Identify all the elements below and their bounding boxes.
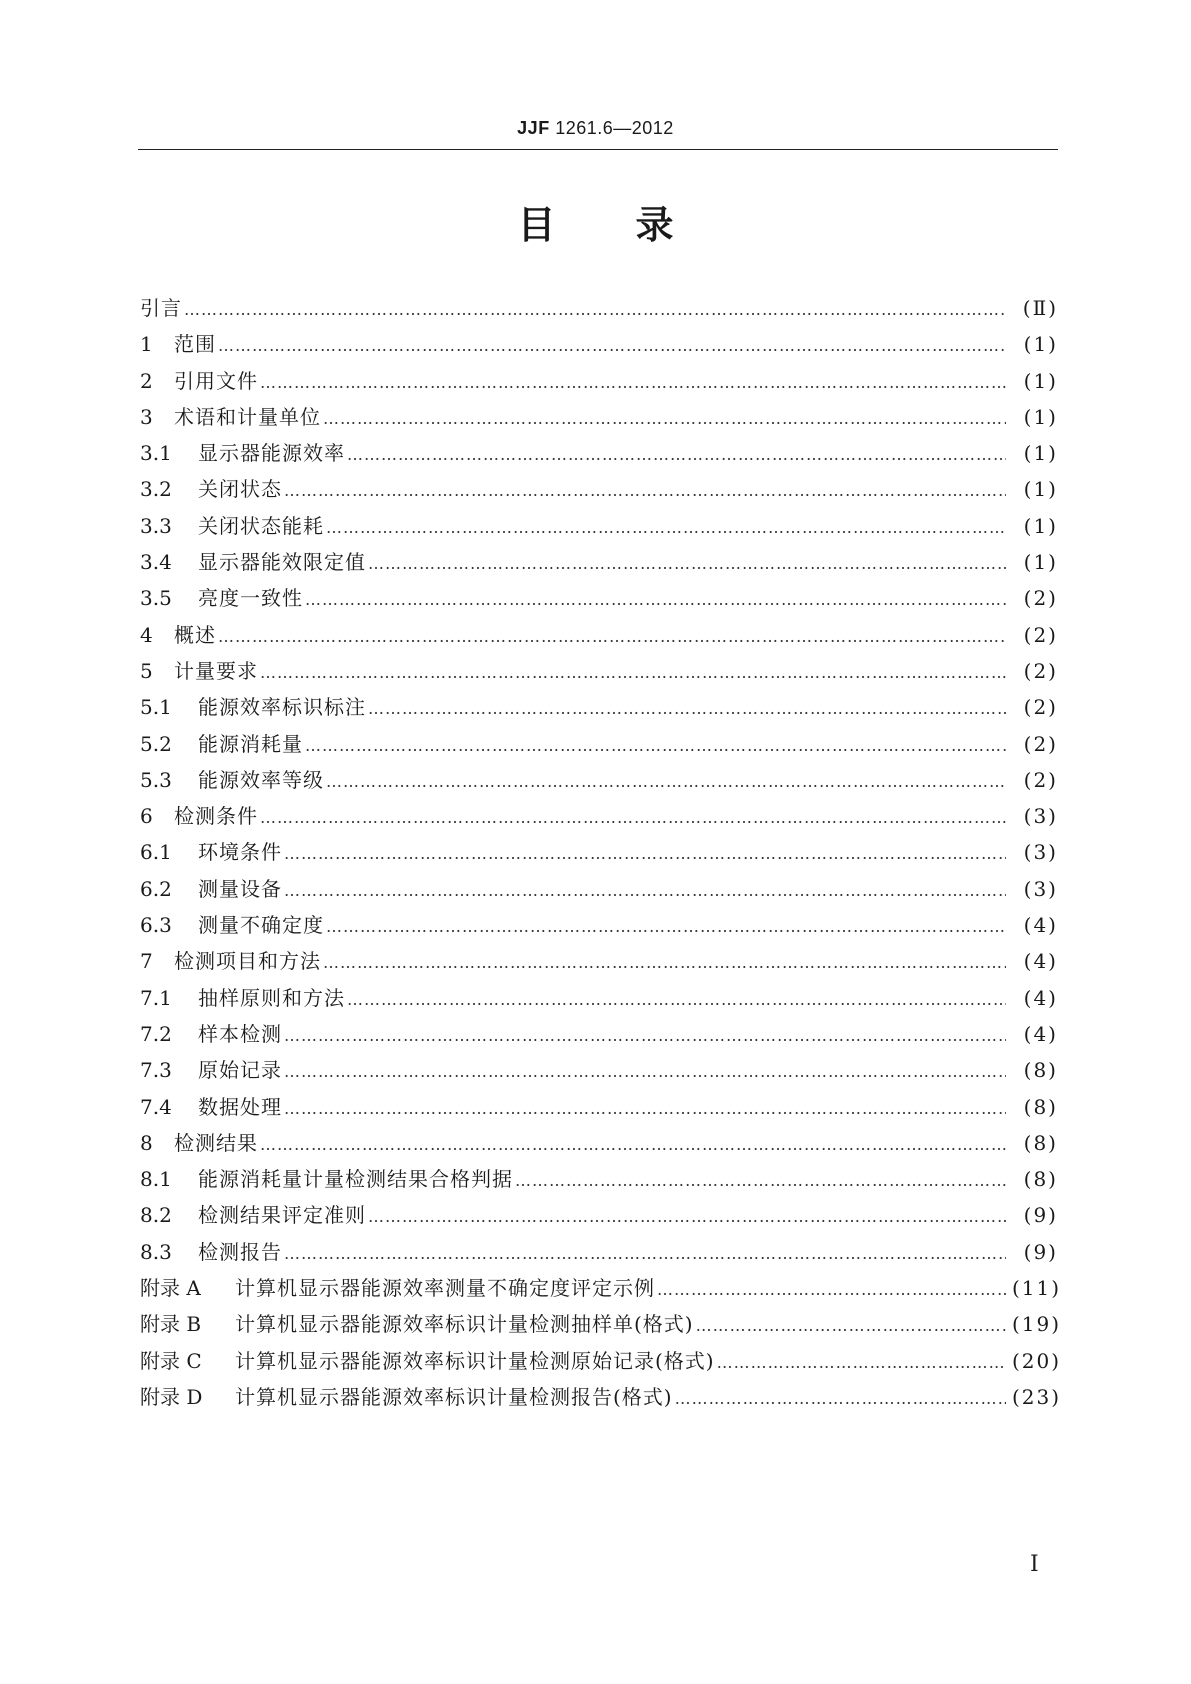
page-number: Ⅰ: [1030, 1552, 1039, 1577]
toc-entry-label: 检测报告: [198, 1239, 282, 1264]
toc-entry-page: (3): [1023, 804, 1058, 829]
toc-dot-leader: [284, 1236, 1006, 1272]
toc-entry-label: 显示器能效限定值: [198, 550, 366, 575]
toc-dot-leader: [675, 1381, 1006, 1417]
toc-dot-leader: [260, 1127, 1006, 1163]
toc-entry-label: 概述: [174, 622, 216, 647]
toc-entry-number: 6.3: [140, 913, 172, 938]
toc-entry-page: (23): [1012, 1384, 1062, 1409]
toc-entry-label: 检测结果评定准则: [198, 1203, 366, 1228]
toc-entry-page: (1): [1023, 441, 1058, 466]
toc-entry-label: 能源消耗量: [198, 731, 303, 756]
toc-entry-page: (2): [1023, 731, 1058, 756]
toc-entry-page: (2): [1023, 658, 1058, 683]
toc-entry-number: 附录 D: [140, 1384, 203, 1409]
toc-entry-number: 附录 C: [140, 1348, 202, 1373]
toc-entry-label: 范围: [174, 332, 216, 357]
toc-dot-leader: [284, 836, 1006, 872]
toc-entry-number: 3.4: [140, 550, 172, 575]
toc-dot-leader: [347, 437, 1006, 473]
toc-entry-label: 能源效率等级: [198, 767, 324, 792]
toc-entry-number: 7.1: [140, 985, 172, 1010]
toc-entry-number: 4: [140, 622, 153, 647]
toc-entry-page: (1): [1023, 550, 1058, 575]
toc-entry-number: 3.2: [140, 477, 172, 502]
toc-entry-page: (9): [1023, 1239, 1058, 1264]
toc-title: 目录: [517, 203, 754, 247]
toc-entry-number: 3.1: [140, 441, 172, 466]
toc-entry-number: 7.3: [140, 1058, 172, 1083]
toc-entry-label: 计量要求: [174, 658, 258, 683]
standard-prefix: JJF: [517, 118, 550, 138]
toc-entry-number: 3.5: [140, 586, 172, 611]
toc-entry[interactable]: [140, 1125, 1058, 1161]
toc-dot-leader: [657, 1272, 1006, 1308]
toc-entry[interactable]: [140, 1161, 1058, 1197]
toc-entry-label: 计算机显示器能源效率标识计量检测抽样单(格式): [235, 1312, 694, 1337]
toc-dot-leader: [326, 764, 1006, 800]
toc-entry[interactable]: [140, 508, 1058, 544]
toc-entry-label: 数据处理: [198, 1094, 282, 1119]
toc-entry[interactable]: [140, 326, 1058, 362]
toc-entry-number: 2: [140, 368, 153, 393]
toc-entry[interactable]: [140, 471, 1058, 507]
toc-entry-page: (2): [1023, 767, 1058, 792]
toc-entry-label: 抽样原则和方法: [198, 985, 345, 1010]
toc-entry-page: (20): [1012, 1348, 1062, 1373]
toc-entry-page: (1): [1023, 513, 1058, 538]
toc-entry-label: 计算机显示器能源效率标识计量检测报告(格式): [235, 1384, 673, 1409]
toc-entry-label: 检测结果: [174, 1130, 258, 1155]
toc-entry-label: 检测项目和方法: [174, 949, 321, 974]
toc-entry[interactable]: [140, 544, 1058, 580]
toc-entry[interactable]: [140, 1089, 1058, 1125]
toc-entry[interactable]: [140, 762, 1058, 798]
toc-dot-leader: [284, 873, 1006, 909]
toc-dot-leader: [696, 1308, 1006, 1344]
toc-dot-leader: [260, 655, 1006, 691]
toc-dot-leader: [347, 982, 1006, 1018]
toc-entry-page: (11): [1012, 1276, 1062, 1301]
toc-dot-leader: [323, 945, 1006, 981]
toc-entry[interactable]: [140, 689, 1058, 725]
toc-entry-label: 亮度一致性: [198, 586, 303, 611]
toc-entry-page: (1): [1023, 332, 1058, 357]
toc-entry-label: 样本检测: [198, 1021, 282, 1046]
toc-entry-page: (1): [1023, 477, 1058, 502]
toc-entry[interactable]: [140, 980, 1058, 1016]
toc-entry-number: 5.1: [140, 695, 172, 720]
toc-dot-leader: [218, 328, 1006, 364]
header-divider: [138, 149, 1058, 150]
toc-entry[interactable]: [140, 363, 1058, 399]
toc-entry-number: 5.3: [140, 767, 172, 792]
toc-entry-label: 引用文件: [174, 368, 258, 393]
toc-dot-leader: [368, 691, 1006, 727]
toc-entry-page: (2): [1023, 622, 1058, 647]
toc-dot-leader: [323, 401, 1006, 437]
toc-entry-page: (8): [1023, 1130, 1058, 1155]
toc-entry-label: 计算机显示器能源效率测量不确定度评定示例: [235, 1276, 655, 1301]
toc-entry-page: (4): [1023, 949, 1058, 974]
toc-entry[interactable]: [140, 1197, 1058, 1233]
toc-entry-label: 测量不确定度: [198, 913, 324, 938]
toc-entry[interactable]: [140, 435, 1058, 471]
toc-dot-leader: [284, 473, 1006, 509]
toc-entry-label: 原始记录: [198, 1058, 282, 1083]
toc-dot-leader: [515, 1163, 1006, 1199]
toc-entry[interactable]: [140, 1306, 1062, 1342]
toc-entry-label: 能源消耗量计量检测结果合格判据: [198, 1167, 513, 1192]
toc-entry-number: 8.1: [140, 1167, 172, 1192]
toc-entry-label: 环境条件: [198, 840, 282, 865]
toc-entry[interactable]: [140, 1343, 1062, 1379]
toc-entry-number: 8.3: [140, 1239, 172, 1264]
toc-entry-number: 1: [140, 332, 153, 357]
standard-code-header: [0, 118, 1191, 139]
toc-entry[interactable]: [140, 798, 1058, 834]
toc-entry-page: (4): [1023, 985, 1058, 1010]
toc-entry-number: 7: [140, 949, 153, 974]
toc-entry[interactable]: [140, 653, 1058, 689]
toc-entry-label: 关闭状态能耗: [198, 513, 324, 538]
toc-dot-leader: [368, 1199, 1006, 1235]
toc-entry[interactable]: [140, 290, 1058, 326]
toc-entry[interactable]: [140, 1270, 1062, 1306]
toc-entry-label: 引言: [140, 296, 182, 320]
toc-dot-leader: [326, 909, 1006, 945]
toc-entry-number: 5: [140, 658, 153, 683]
toc-entry-label: 关闭状态: [198, 477, 282, 502]
toc-entry-number: 3.3: [140, 513, 172, 538]
toc-dot-leader: [326, 510, 1006, 546]
toc-entry-number: 8.2: [140, 1203, 172, 1228]
toc-entry-number: 附录 A: [140, 1276, 201, 1301]
toc-dot-leader: [284, 1091, 1006, 1127]
table-of-contents: [140, 290, 1062, 1415]
toc-entry[interactable]: [140, 943, 1058, 979]
toc-dot-leader: [305, 728, 1006, 764]
toc-dot-leader: [260, 800, 1006, 836]
toc-entry-number: 6.1: [140, 840, 172, 865]
toc-entry-page: (8): [1023, 1058, 1058, 1083]
toc-entry-label: 显示器能源效率: [198, 441, 345, 466]
toc-entry-page: (3): [1023, 840, 1058, 865]
toc-entry-number: 5.2: [140, 731, 172, 756]
toc-entry-number: 3: [140, 404, 153, 429]
toc-entry-label: 检测条件: [174, 804, 258, 829]
toc-entry-number: 6: [140, 804, 153, 829]
toc-dot-leader: [284, 1018, 1006, 1054]
toc-entry[interactable]: [140, 1052, 1058, 1088]
toc-entry-page: (Ⅱ): [1022, 296, 1058, 320]
toc-dot-leader: [260, 365, 1006, 401]
toc-entry-page: (9): [1023, 1203, 1058, 1228]
toc-entry-page: (4): [1023, 1021, 1058, 1046]
toc-dot-leader: [368, 546, 1006, 582]
toc-dot-leader: [305, 582, 1006, 618]
toc-entry-page: (8): [1023, 1094, 1058, 1119]
toc-entry[interactable]: [140, 1234, 1058, 1270]
standard-number: 1261.6—2012: [555, 118, 674, 138]
toc-entry-page: (2): [1023, 586, 1058, 611]
toc-entry[interactable]: [140, 617, 1058, 653]
toc-entry[interactable]: [140, 580, 1058, 616]
toc-entry[interactable]: [140, 726, 1058, 762]
toc-entry-page: (3): [1023, 876, 1058, 901]
toc-entry[interactable]: [140, 1379, 1062, 1415]
toc-entry-label: 测量设备: [198, 876, 282, 901]
toc-entry-number: 6.2: [140, 876, 172, 901]
toc-entry-page: (1): [1023, 404, 1058, 429]
toc-entry[interactable]: [140, 871, 1058, 907]
toc-entry-number: 7.4: [140, 1094, 172, 1119]
toc-entry-page: (2): [1023, 695, 1058, 720]
toc-dot-leader: [218, 619, 1006, 655]
toc-entry[interactable]: [140, 399, 1058, 435]
toc-entry-number: 8: [140, 1130, 153, 1155]
toc-entry-page: (8): [1023, 1167, 1058, 1192]
toc-dot-leader: [184, 292, 1006, 328]
toc-entry-page: (19): [1012, 1312, 1062, 1337]
toc-entry[interactable]: [140, 834, 1058, 870]
toc-entry-label: 术语和计量单位: [174, 404, 321, 429]
toc-entry[interactable]: [140, 1016, 1058, 1052]
toc-entry[interactable]: [140, 907, 1058, 943]
toc-entry-number: 7.2: [140, 1021, 172, 1046]
toc-dot-leader: [717, 1345, 1006, 1381]
toc-entry-label: 能源效率标识标注: [198, 695, 366, 720]
toc-entry-label: 计算机显示器能源效率标识计量检测原始记录(格式): [235, 1348, 715, 1373]
toc-dot-leader: [284, 1054, 1006, 1090]
toc-entry-page: (4): [1023, 913, 1058, 938]
toc-entry-page: (1): [1023, 368, 1058, 393]
toc-entry-number: 附录 B: [140, 1312, 202, 1337]
